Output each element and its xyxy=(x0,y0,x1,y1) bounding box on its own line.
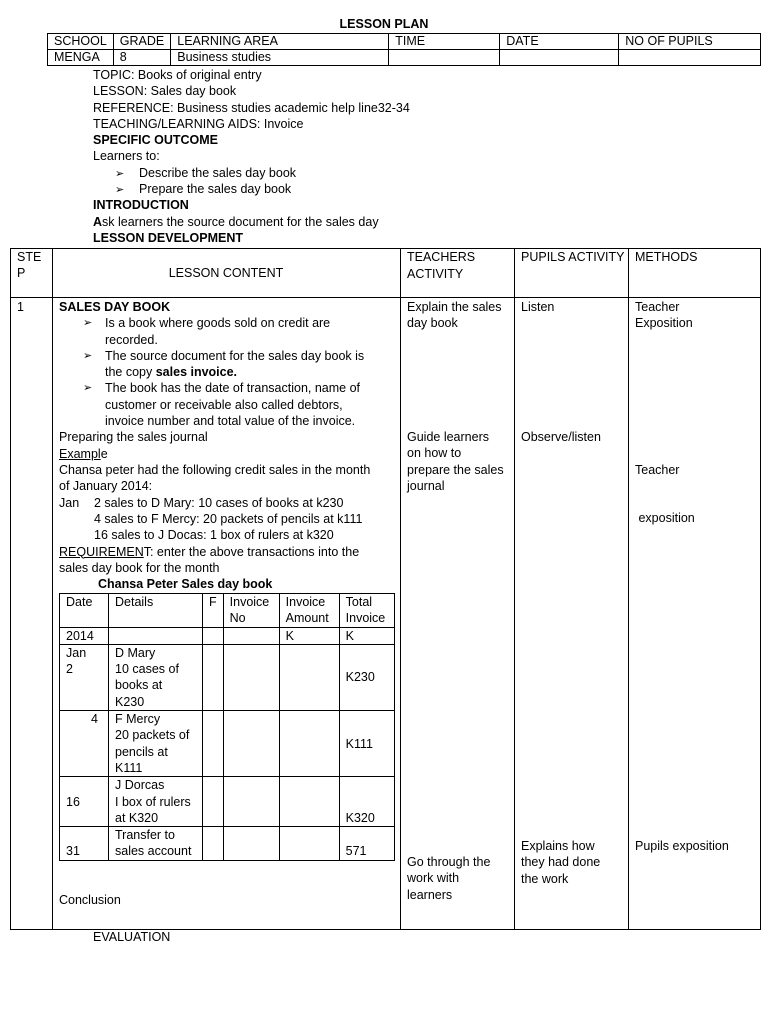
sd-cell xyxy=(203,827,224,861)
sales-day-book-table xyxy=(59,593,395,861)
content-bullet: ➢ Is a book where goods sold on credit are recorded. xyxy=(83,316,331,347)
sd-cell: 2014 xyxy=(60,627,109,644)
plan-details xyxy=(93,67,410,246)
content-bullet: ➢ The book has the date of transaction, name of customer or receivable also called debtors, invoice number and total value of the invoice. xyxy=(83,381,361,429)
sales-list: Jan 2 sales to D Mary: 10 cases of books at k230 4 sales to F Mercy: 20 packets of pencils at k111 16 sales to J Docas: 1 box of rulers at k320 xyxy=(59,495,363,543)
table-divider xyxy=(10,297,760,298)
sd-cell: 31 xyxy=(60,827,109,861)
value-cell: MENGA xyxy=(48,50,114,66)
teachers-activity-header: TEACHERS ACTIVITY xyxy=(407,250,476,282)
table-row xyxy=(60,777,395,827)
lesson: LESSON: Sales day book xyxy=(93,84,237,99)
header-cell: GRADE xyxy=(113,34,170,50)
value-cell: Business studies xyxy=(171,50,389,66)
step-number: 1 xyxy=(17,300,24,314)
table-divider xyxy=(52,248,53,929)
sd-cell: 571 xyxy=(339,827,394,861)
value-cell: 8 xyxy=(113,50,170,66)
requirement-text: REQUIREMENT: enter the above transactions into the xyxy=(59,544,360,559)
value-cell xyxy=(389,50,500,66)
sd-header-invoice-no: Invoice No xyxy=(223,594,279,628)
page-title: LESSON PLAN xyxy=(339,17,429,31)
evaluation-heading: EVALUATION xyxy=(93,930,171,944)
sd-cell: 4 xyxy=(60,711,109,777)
requirement-text: sales day book for the month xyxy=(59,560,220,575)
sd-cell: D Mary 10 cases of books at K230 xyxy=(109,644,203,710)
pupils-activity-2: Observe/listen xyxy=(521,430,601,444)
table-divider xyxy=(514,248,515,929)
method-2: Teacher exposition xyxy=(635,462,695,526)
sd-cell: Jan 2 xyxy=(60,644,109,710)
methods-header: METHODS xyxy=(635,250,698,264)
table-row xyxy=(60,627,395,644)
pupils-activity-1: Listen xyxy=(521,300,555,314)
sd-cell xyxy=(279,644,339,710)
sd-header-date: Date xyxy=(60,594,109,628)
value-cell xyxy=(619,50,761,66)
content-heading: SALES DAY BOOK xyxy=(59,300,171,314)
method-1: Teacher Exposition xyxy=(635,300,693,331)
arrow-bullet-icon: ➢ xyxy=(83,317,93,330)
sd-cell xyxy=(223,644,279,710)
introduction-heading: INTRODUCTION xyxy=(93,198,189,213)
sd-header-details: Details xyxy=(109,594,203,628)
pupils-activity-header: PUPILS ACTIVITY xyxy=(521,250,625,264)
outcome-item: ➢ Prepare the sales day book xyxy=(93,181,410,197)
sd-cell xyxy=(203,711,224,777)
table-divider xyxy=(628,248,629,929)
sd-cell: 16 xyxy=(60,777,109,827)
sd-cell: F Mercy 20 packets of pencils at K111 xyxy=(109,711,203,777)
topic: TOPIC: Books of original entry xyxy=(93,68,262,82)
table-row xyxy=(60,594,395,628)
reference: REFERENCE: Business studies academic help line32-34 xyxy=(93,100,410,115)
sd-cell: K230 xyxy=(339,644,394,710)
table-row xyxy=(60,827,395,861)
table-row xyxy=(60,644,395,710)
sd-cell xyxy=(223,827,279,861)
sd-cell xyxy=(279,827,339,861)
sd-cell: J Dorcas I box of rulers at K320 xyxy=(109,777,203,827)
sd-header-folio: F xyxy=(203,594,224,628)
example-text: Chansa peter had the following credit sales in the month xyxy=(59,462,371,477)
sd-cell xyxy=(223,711,279,777)
method-3: Pupils exposition xyxy=(635,839,729,853)
sd-cell xyxy=(223,627,279,644)
sd-cell xyxy=(279,711,339,777)
introduction-text: Ask learners the source document for the sales day xyxy=(93,214,379,229)
conclusion-label: Conclusion xyxy=(59,893,121,907)
sd-cell: K xyxy=(279,627,339,644)
sd-cell xyxy=(109,627,203,644)
table-divider xyxy=(400,248,401,929)
step-header: STE P xyxy=(17,250,42,281)
lesson-content xyxy=(59,299,370,592)
header-table xyxy=(47,33,761,66)
sd-header-total-invoice: Total Invoice xyxy=(339,594,394,628)
sd-cell: K111 xyxy=(339,711,394,777)
header-cell: DATE xyxy=(500,34,619,50)
example-text: of January 2014: xyxy=(59,479,153,494)
header-cell: SCHOOL xyxy=(48,34,114,50)
arrow-bullet-icon: ➢ xyxy=(83,382,93,395)
outcome-item: ➢ Describe the sales day book xyxy=(93,165,410,181)
teachers-activity-2: Guide learners on how to prepare the sales journal xyxy=(407,430,504,493)
arrow-bullet-icon: ➢ xyxy=(115,184,125,197)
arrow-bullet-icon: ➢ xyxy=(115,167,125,180)
sd-cell: K xyxy=(339,627,394,644)
sd-cell xyxy=(223,777,279,827)
value-cell xyxy=(500,50,619,66)
header-row xyxy=(48,34,761,50)
sd-cell xyxy=(279,777,339,827)
teachers-activity-3: Go through the work with learners xyxy=(407,855,491,902)
table-row xyxy=(60,711,395,777)
teachers-activity-1: Explain the sales day book xyxy=(407,300,502,331)
pupils-activity-3: Explains how they had done the work xyxy=(521,839,601,886)
content-bullet: ➢ The source document for the sales day book is the copy sales invoice. xyxy=(83,348,365,380)
sd-cell xyxy=(203,627,224,644)
arrow-bullet-icon: ➢ xyxy=(83,349,93,362)
sd-cell xyxy=(203,644,224,710)
header-cell: LEARNING AREA xyxy=(171,34,389,50)
header-cell: TIME xyxy=(389,34,500,50)
sd-cell: Transfer to sales account xyxy=(109,827,203,861)
lesson-development-heading: LESSON DEVELOPMENT xyxy=(93,230,244,245)
lesson-content-header: LESSON CONTENT xyxy=(168,266,284,280)
learners-to: Learners to: xyxy=(93,149,160,164)
example-label: Example xyxy=(59,446,108,461)
teaching-aids: TEACHING/LEARNING AIDS: Invoice xyxy=(93,116,304,131)
sd-cell xyxy=(203,777,224,827)
sd-cell: K320 xyxy=(339,777,394,827)
header-cell: NO OF PUPILS xyxy=(619,34,761,50)
sd-header-invoice-amount: Invoice Amount xyxy=(279,594,339,628)
preparing-text: Preparing the sales journal xyxy=(59,430,208,445)
value-row xyxy=(48,50,761,66)
specific-outcome-heading: SPECIFIC OUTCOME xyxy=(93,133,219,148)
sales-book-title: Chansa Peter Sales day book xyxy=(98,577,273,592)
